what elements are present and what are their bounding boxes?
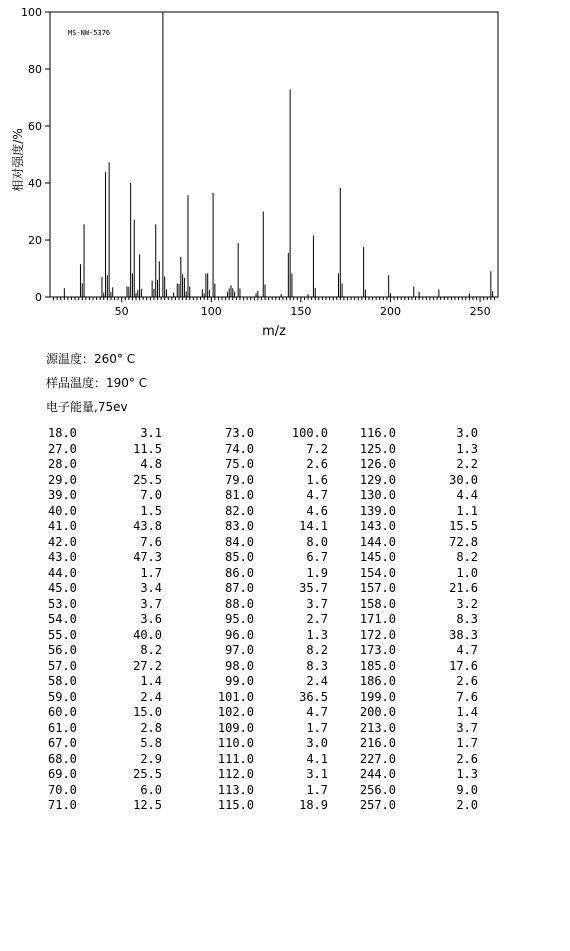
intensity-cell: 4.4 <box>456 488 478 502</box>
x-tick-label: 200 <box>379 305 401 318</box>
mz-cell: 73.0 <box>225 426 254 440</box>
mz-cell: 54.0 <box>48 612 77 626</box>
intensity-cell: 35.7 <box>299 581 328 595</box>
intensity-cell: 1.5 <box>140 503 162 518</box>
intensity-cell: 1.3 <box>456 767 478 781</box>
mz-cell: 27.0 <box>48 441 77 456</box>
intensity-cell: 1.1 <box>456 503 478 518</box>
mz-cell: 79.0 <box>225 472 254 487</box>
intensity-cell: 7.2 <box>306 441 328 456</box>
mz-cell: 126.0 <box>359 457 396 471</box>
mz-cell: 144.0 <box>359 534 396 549</box>
intensity-cell: 1.7 <box>306 782 328 797</box>
table-row <box>40 442 478 458</box>
mz-cell: 85.0 <box>225 550 254 564</box>
intensity-cell: 1.9 <box>306 565 328 580</box>
intensity-cell: 2.2 <box>456 457 478 471</box>
mz-cell: 83.0 <box>225 519 254 533</box>
mz-cell: 71.0 <box>48 798 77 812</box>
table-row <box>40 721 478 737</box>
intensity-cell: 7.6 <box>456 689 478 704</box>
mz-cell: 116.0 <box>359 426 396 440</box>
spectrum-bars <box>64 12 492 297</box>
mz-cell: 109.0 <box>217 720 254 735</box>
intensity-cell: 21.6 <box>449 581 478 595</box>
mz-cell: 75.0 <box>225 457 254 471</box>
x-axis-ticks <box>54 297 495 318</box>
table-row <box>40 752 478 768</box>
intensity-cell: 9.0 <box>456 782 478 797</box>
intensity-cell: 8.2 <box>456 550 478 564</box>
mz-cell: 69.0 <box>48 767 77 781</box>
mz-cell: 88.0 <box>225 596 254 611</box>
intensity-cell: 2.6 <box>456 674 478 688</box>
mz-cell: 59.0 <box>48 689 77 704</box>
mz-cell: 154.0 <box>359 565 396 580</box>
mz-cell: 227.0 <box>359 751 396 766</box>
mz-cell: 185.0 <box>359 658 396 673</box>
mz-cell: 45.0 <box>48 581 77 595</box>
table-row <box>40 798 478 814</box>
intensity-cell: 1.3 <box>306 627 328 642</box>
intensity-cell: 36.5 <box>299 689 328 704</box>
table-row <box>40 659 478 675</box>
mz-cell: 28.0 <box>48 457 77 471</box>
table-row <box>40 736 478 752</box>
intensity-cell: 6.0 <box>140 782 162 797</box>
table-row <box>40 535 478 551</box>
y-tick-label: 20 <box>28 234 42 247</box>
mz-cell: 102.0 <box>217 705 254 719</box>
mz-cell: 58.0 <box>48 674 77 688</box>
intensity-cell: 1.7 <box>306 720 328 735</box>
x-tick-label: 150 <box>290 305 312 318</box>
mass-spectrum-chart <box>0 0 570 345</box>
mz-cell: 157.0 <box>359 581 396 595</box>
mz-cell: 18.0 <box>48 426 77 440</box>
intensity-cell: 2.6 <box>306 457 328 471</box>
mz-cell: 115.0 <box>217 798 254 812</box>
intensity-cell: 3.1 <box>306 767 328 781</box>
y-axis-label: 相对强度/% <box>11 128 25 192</box>
table-row <box>40 783 478 799</box>
intensity-cell: 72.8 <box>449 534 478 549</box>
intensity-cell: 38.3 <box>449 627 478 642</box>
table-row <box>40 488 478 504</box>
intensity-cell: 12.5 <box>133 798 162 812</box>
intensity-cell: 4.6 <box>306 503 328 518</box>
mz-cell: 143.0 <box>359 519 396 533</box>
electron-energy: 电子能量,75ev <box>46 400 128 414</box>
intensity-cell: 3.4 <box>140 581 162 595</box>
intensity-cell: 43.8 <box>133 519 162 533</box>
mz-cell: 42.0 <box>48 534 77 549</box>
intensity-cell: 40.0 <box>133 627 162 642</box>
mz-cell: 96.0 <box>225 627 254 642</box>
intensity-cell: 11.5 <box>133 441 162 456</box>
intensity-cell: 6.7 <box>306 550 328 564</box>
mz-cell: 158.0 <box>359 596 396 611</box>
intensity-cell: 2.0 <box>456 798 478 812</box>
intensity-cell: 2.8 <box>140 720 162 735</box>
mz-cell: 199.0 <box>359 689 396 704</box>
intensity-cell: 15.0 <box>133 705 162 719</box>
intensity-cell: 1.7 <box>140 565 162 580</box>
mz-cell: 99.0 <box>225 674 254 688</box>
mz-cell: 86.0 <box>225 565 254 580</box>
mz-cell: 130.0 <box>359 488 396 502</box>
peak-table <box>40 426 478 814</box>
mz-cell: 244.0 <box>359 767 396 781</box>
table-row <box>40 690 478 706</box>
mz-cell: 257.0 <box>359 798 396 812</box>
mz-cell: 145.0 <box>359 550 396 564</box>
intensity-cell: 1.0 <box>456 565 478 580</box>
table-row <box>40 767 478 783</box>
intensity-cell: 17.6 <box>449 658 478 673</box>
table-row <box>40 550 478 566</box>
x-tick-label: 250 <box>469 305 491 318</box>
mz-cell: 113.0 <box>217 782 254 797</box>
intensity-cell: 1.7 <box>456 736 478 750</box>
x-tick-label: 50 <box>114 305 129 318</box>
mz-cell: 70.0 <box>48 782 77 797</box>
table-row <box>40 705 478 721</box>
intensity-cell: 47.3 <box>133 550 162 564</box>
intensity-cell: 3.1 <box>140 426 162 440</box>
intensity-cell: 100.0 <box>291 426 328 440</box>
intensity-cell: 8.2 <box>140 643 162 657</box>
mz-cell: 112.0 <box>217 767 254 781</box>
mz-cell: 213.0 <box>359 720 396 735</box>
intensity-cell: 4.7 <box>306 488 328 502</box>
mz-cell: 110.0 <box>217 736 254 750</box>
intensity-cell: 3.0 <box>306 736 328 750</box>
mz-cell: 129.0 <box>359 472 396 487</box>
mz-cell: 57.0 <box>48 658 77 673</box>
mz-cell: 44.0 <box>48 565 77 580</box>
table-row <box>40 628 478 644</box>
mz-cell: 139.0 <box>359 503 396 518</box>
intensity-cell: 8.0 <box>306 534 328 549</box>
mz-cell: 55.0 <box>48 627 77 642</box>
intensity-cell: 14.1 <box>299 519 328 533</box>
table-row <box>40 674 478 690</box>
mz-cell: 29.0 <box>48 472 77 487</box>
spectrum-id-label: MS-NW-5376 <box>68 29 111 37</box>
table-row <box>40 566 478 582</box>
mz-cell: 186.0 <box>359 674 396 688</box>
mz-cell: 56.0 <box>48 643 77 657</box>
y-tick-label: 80 <box>28 63 42 76</box>
mz-cell: 82.0 <box>225 503 254 518</box>
table-row <box>40 426 478 442</box>
table-row <box>40 612 478 628</box>
mz-cell: 87.0 <box>225 581 254 595</box>
mz-cell: 173.0 <box>359 643 396 657</box>
intensity-cell: 27.2 <box>133 658 162 673</box>
intensity-cell: 15.5 <box>449 519 478 533</box>
intensity-cell: 25.5 <box>133 767 162 781</box>
plot-frame <box>50 12 498 297</box>
mz-cell: 68.0 <box>48 751 77 766</box>
mz-cell: 171.0 <box>359 612 396 626</box>
table-row <box>40 597 478 613</box>
intensity-cell: 7.0 <box>140 488 162 502</box>
intensity-cell: 1.4 <box>140 674 162 688</box>
mz-cell: 61.0 <box>48 720 77 735</box>
y-tick-label: 0 <box>35 291 42 304</box>
mz-cell: 53.0 <box>48 596 77 611</box>
table-row <box>40 504 478 520</box>
intensity-cell: 3.2 <box>456 596 478 611</box>
mz-cell: 40.0 <box>48 503 77 518</box>
intensity-cell: 1.6 <box>306 472 328 487</box>
intensity-cell: 25.5 <box>133 472 162 487</box>
mz-cell: 101.0 <box>217 689 254 704</box>
intensity-cell: 8.2 <box>306 643 328 657</box>
intensity-cell: 4.7 <box>456 643 478 657</box>
intensity-cell: 30.0 <box>449 472 478 487</box>
mz-cell: 172.0 <box>359 627 396 642</box>
intensity-cell: 4.1 <box>306 751 328 766</box>
intensity-cell: 1.4 <box>456 705 478 719</box>
intensity-cell: 3.6 <box>140 612 162 626</box>
intensity-cell: 2.9 <box>140 751 162 766</box>
intensity-cell: 3.0 <box>456 426 478 440</box>
source-temperature: 源温度：260° C <box>46 352 136 366</box>
mz-cell: 97.0 <box>225 643 254 657</box>
mz-cell: 60.0 <box>48 705 77 719</box>
intensity-cell: 2.4 <box>140 689 162 704</box>
intensity-cell: 8.3 <box>306 658 328 673</box>
mz-cell: 256.0 <box>359 782 396 797</box>
intensity-cell: 5.8 <box>140 736 162 750</box>
intensity-cell: 2.7 <box>306 612 328 626</box>
table-row <box>40 581 478 597</box>
intensity-cell: 2.4 <box>306 674 328 688</box>
intensity-cell: 18.9 <box>299 798 328 812</box>
mz-cell: 216.0 <box>359 736 396 750</box>
mz-cell: 95.0 <box>225 612 254 626</box>
table-row <box>40 473 478 489</box>
y-tick-label: 60 <box>28 120 42 133</box>
mz-cell: 74.0 <box>225 441 254 456</box>
mz-cell: 41.0 <box>48 519 77 533</box>
intensity-cell: 2.6 <box>456 751 478 766</box>
mz-cell: 43.0 <box>48 550 77 564</box>
mz-cell: 81.0 <box>225 488 254 502</box>
intensity-cell: 4.8 <box>140 457 162 471</box>
mz-cell: 67.0 <box>48 736 77 750</box>
intensity-cell: 1.3 <box>456 441 478 456</box>
intensity-cell: 3.7 <box>456 720 478 735</box>
mz-cell: 111.0 <box>217 751 254 766</box>
mz-cell: 98.0 <box>225 658 254 673</box>
mz-cell: 84.0 <box>225 534 254 549</box>
y-tick-label: 40 <box>28 177 42 190</box>
x-axis-label: m/z <box>262 324 286 339</box>
intensity-cell: 3.7 <box>140 596 162 611</box>
mz-cell: 125.0 <box>359 441 396 456</box>
intensity-cell: 8.3 <box>456 612 478 626</box>
x-tick-label: 100 <box>200 305 222 318</box>
intensity-cell: 3.7 <box>306 596 328 611</box>
y-tick-label: 100 <box>21 6 42 19</box>
sample-temperature: 样品温度：190° C <box>46 376 148 390</box>
y-axis-ticks <box>21 6 50 304</box>
mz-cell: 39.0 <box>48 488 77 502</box>
mz-cell: 200.0 <box>359 705 396 719</box>
intensity-cell: 7.6 <box>140 534 162 549</box>
table-row <box>40 643 478 659</box>
table-row <box>40 519 478 535</box>
table-row <box>40 457 478 473</box>
intensity-cell: 4.7 <box>306 705 328 719</box>
